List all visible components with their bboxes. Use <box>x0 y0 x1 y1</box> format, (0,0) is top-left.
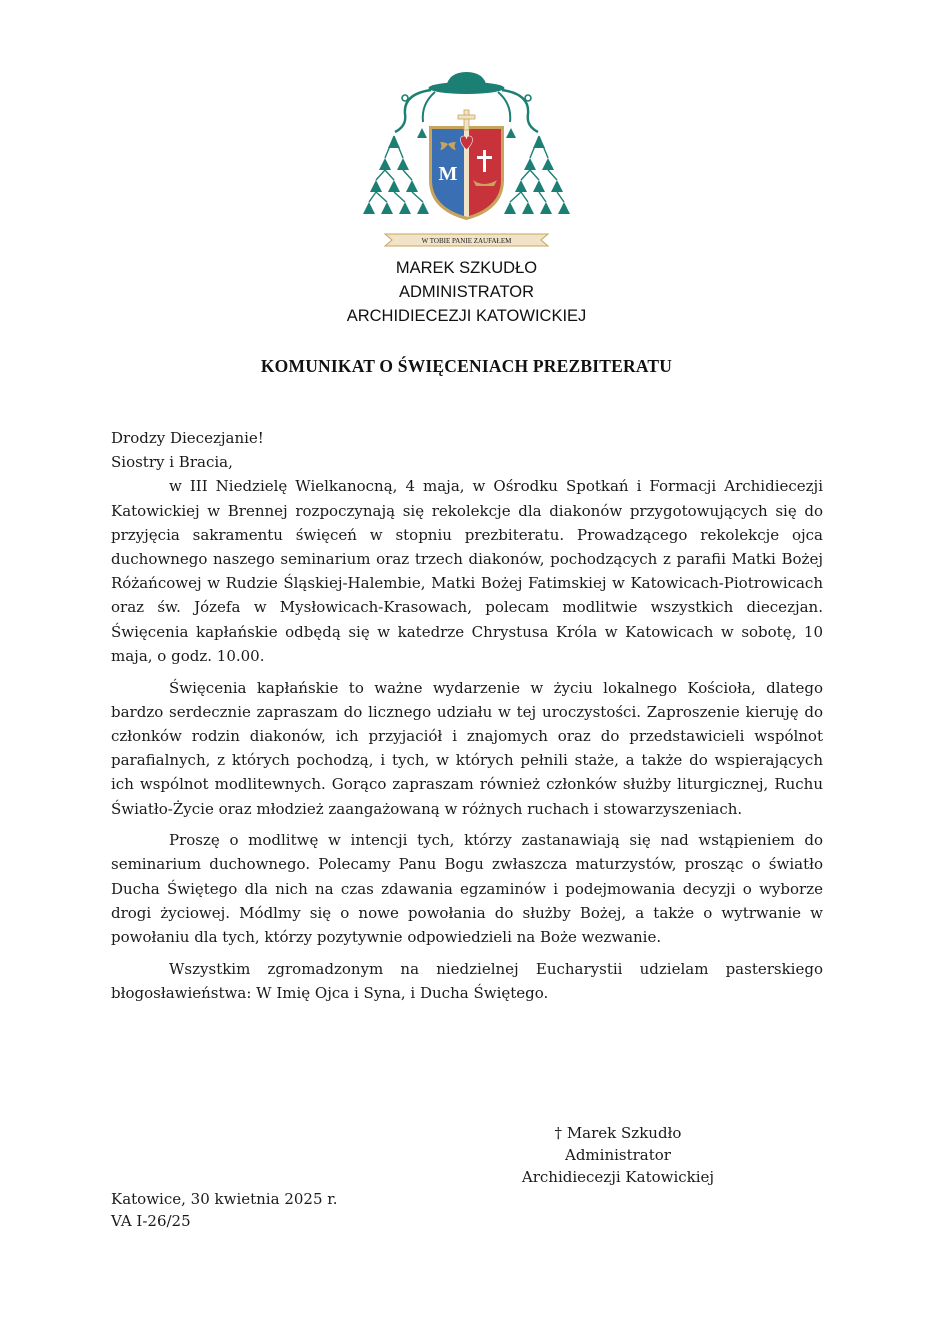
signature-name: † Marek Szkudło <box>554 1124 682 1142</box>
issuer-name: MAREK SZKUDŁO <box>395 259 538 277</box>
footer-block <box>111 1188 338 1232</box>
greeting-line-1: Drodzy Diecezjanie! <box>111 429 264 447</box>
document-body <box>111 426 823 1013</box>
greeting-line-2: Siostry i Bracia, <box>111 453 233 472</box>
document-title: KOMUNIKAT O ŚWIĘCENIACH PREZBITERATU <box>260 356 673 376</box>
signature-block <box>508 1122 728 1188</box>
paragraph-3: Proszę o modlitwę w intencji tych, którzy zastanawiają się nad wstąpieniem do seminarium duchownego. Polecamy Panu Bogu zwłaszcza maturzystów, prosząc o światło Ducha Świętego dla nich na czas zdawania egzaminów i podejmowania decyzji o wyborze drogi życiowej. Módlmy się o nowe powołania do służby Bożej, a także o wytrwanie w powołaniu dla tych, którzy pozytywnie odpowiedzieli na Boże wezwanie. <box>111 831 823 947</box>
paragraph-1: w III Niedzielę Wielkanocną, 4 maja, w Ośrodku Spotkań i Formacji Archidiecezji Katowickiej w Brennej rozpoczynają się rekolekcje dla diakonów przygotowujących się do przyjęcia sakramentu święceń w stopniu prezbiteratu. Prowadzącego rekolekcje ojca duchownego naszego seminarium oraz trzech diakonów, pochodzących z parafii Matki Bożej Różańcowej w Rudzie Śląskiej-Halembie, Matki Bożej Fatimskiej w Katowicach-Piotrowicach oraz św. Józefa w Mysłowicach-Krasowach, polecam modlitwie wszystkich diecezjan. Święcenia kapłańskie odbędą się w katedrze Chrystusa Króla w Katowicach w sobotę, 10 maja, o godz. 10.00. <box>111 477 823 665</box>
issuer-office: ARCHIDIECEZJI KATOWICKIEJ <box>346 307 587 325</box>
signature-role: Administrator <box>565 1146 671 1164</box>
paragraph-2: Święcenia kapłańskie to ważne wydarzenie w życiu lokalnego Kościoła, dlatego bardzo serdecznie zapraszam do licznego udziału w tej uroczystości. Zaproszenie kieruję do członków rodzin diakonów, ich przyjaciół i znajomych oraz do przedstawicieli wspólnot parafialnych, z których pochodzą, i tych, w których pełnili staże, a także do wspierających ich wspólnot modlitewnych. Gorąco zapraszam również członków służby liturgicznej, Ruchu Światło-Życie oraz młodzież zaangażowaną w różnych ruchach i stowarzyszeniach. <box>111 678 823 818</box>
issuer-header <box>0 256 933 328</box>
paragraph-4: Wszystkim zgromadzonym na niedzielnej Eucharystii udzielam pasterskiego błogosławieństwa: W Imię Ojca i Syna, i Ducha Świętego. <box>111 959 823 1002</box>
motto-text: W TOBIE PANIE ZAUFAŁEM <box>421 237 512 245</box>
reference-number: VA I-26/25 <box>111 1212 191 1230</box>
svg-text:M: M <box>438 163 458 185</box>
coat-of-arms-image <box>363 68 570 248</box>
issuer-role: ADMINISTRATOR <box>398 283 535 301</box>
place-date: Katowice, 30 kwietnia 2025 r. <box>111 1190 338 1208</box>
signature-office: Archidiecezji Katowickiej <box>521 1168 715 1186</box>
